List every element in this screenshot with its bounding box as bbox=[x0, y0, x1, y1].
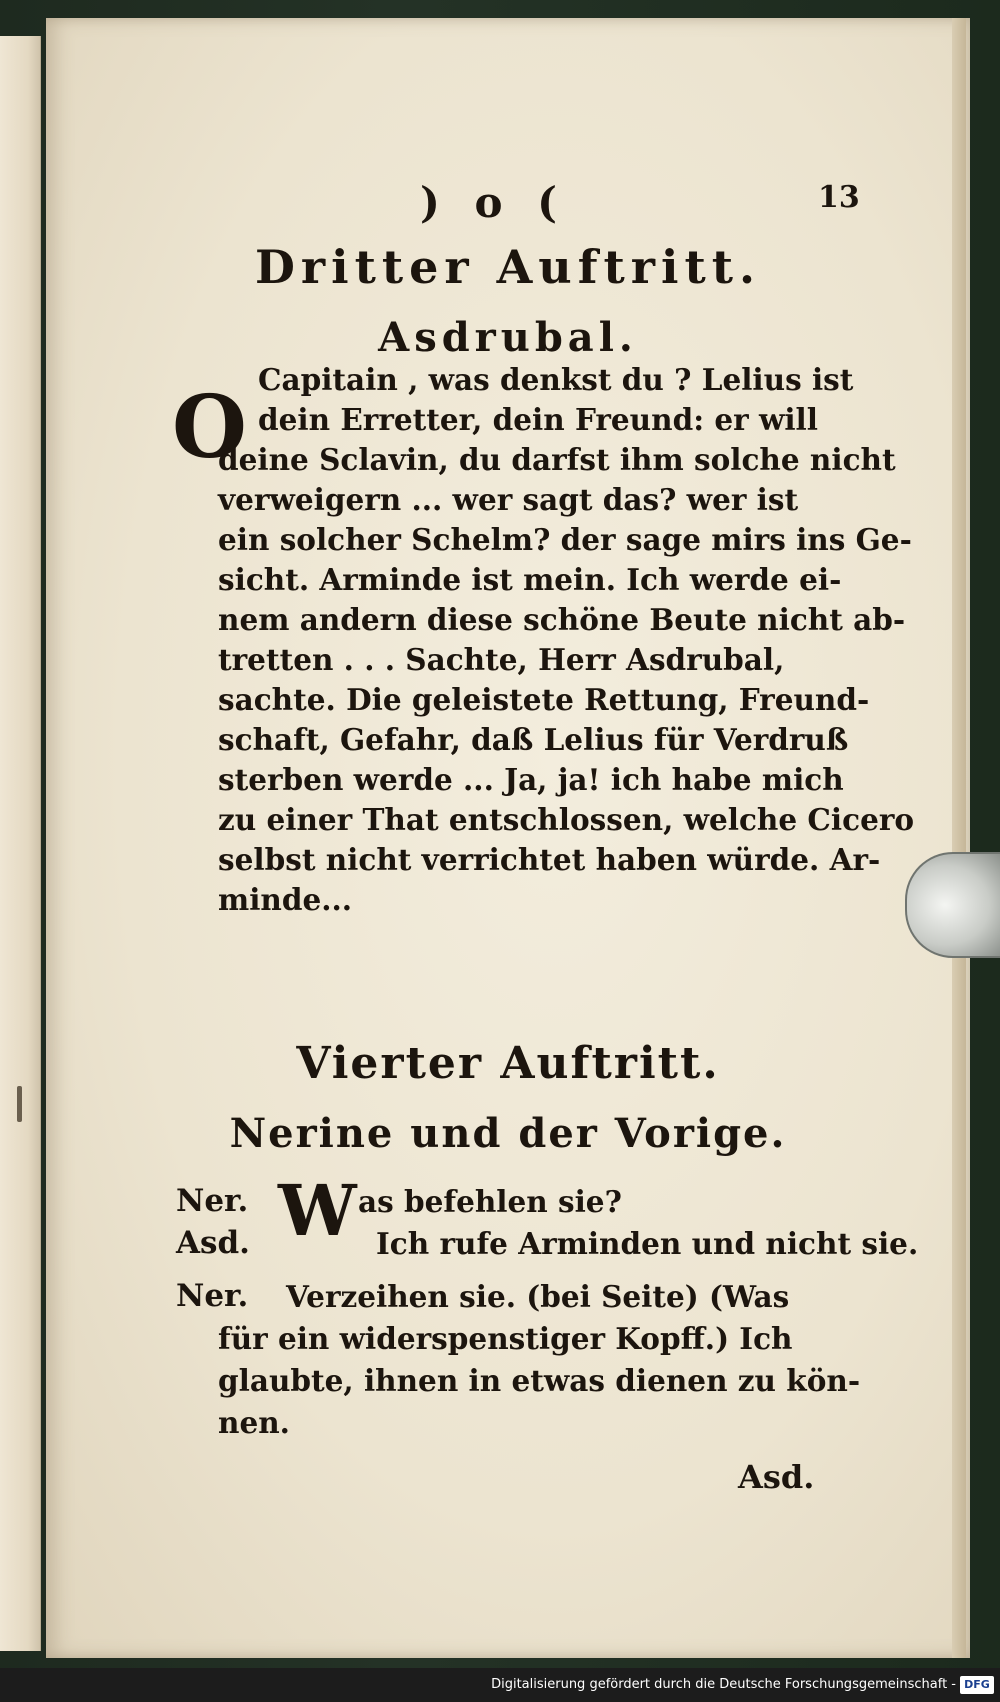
scene-title: Vierter Auftritt. bbox=[296, 1038, 720, 1089]
text-line: dein Erretter, dein Freund: er will bbox=[258, 402, 818, 437]
page-number: 13 bbox=[818, 180, 860, 215]
text-line: tretten . . . Sachte, Herr Asdrubal, bbox=[218, 642, 785, 677]
text-line: selbst nicht verrichtet haben würde. Ar- bbox=[218, 842, 881, 877]
drop-cap: O bbox=[172, 377, 247, 478]
speaker-heading: Asdrubal. bbox=[378, 314, 638, 361]
dfg-logo: DFG bbox=[960, 1676, 994, 1694]
text-line: verweigern ... wer sagt das? wer ist bbox=[218, 482, 799, 517]
text-line: zu einer That entschlossen, welche Cicero bbox=[218, 802, 915, 837]
text-line: sterben werde ... Ja, ja! ich habe mich bbox=[218, 762, 844, 797]
text-line: nem andern diese schöne Beute nicht ab- bbox=[218, 602, 906, 637]
footer-bar bbox=[0, 1668, 1000, 1702]
speaker-label: Asd. bbox=[176, 1225, 250, 1261]
dialogue-line: as befehlen sie? bbox=[358, 1184, 622, 1219]
scene-title: Dritter Auftritt. bbox=[254, 240, 761, 294]
text-line: minde... bbox=[218, 882, 353, 917]
catchword: Asd. bbox=[738, 1458, 815, 1496]
text-line: ein solcher Schelm? der sage mirs ins Ge- bbox=[218, 522, 912, 557]
text-line: sicht. Arminde ist mein. Ich werde ei- bbox=[218, 562, 842, 597]
dialogue-line: für ein widerspenstiger Kopff.) Ich bbox=[218, 1321, 793, 1356]
dialogue-line: glaubte, ihnen in etwas dienen zu kön- bbox=[218, 1363, 861, 1398]
funding-notice: Digitalisierung gefördert durch die Deutsche Forschungsgemeinschaft - bbox=[491, 1677, 956, 1692]
text-line: schaft, Gefahr, daß Lelius für Verdruß bbox=[218, 722, 849, 757]
speaker-label: Ner. bbox=[176, 1278, 249, 1314]
dialogue-line: nen. bbox=[218, 1405, 290, 1440]
drop-cap: W bbox=[278, 1169, 357, 1252]
characters-heading: Nerine und der Vorige. bbox=[229, 1110, 787, 1157]
text-line: deine Sclavin, du darfst ihm solche nicht bbox=[218, 442, 896, 477]
page-mark bbox=[17, 1086, 22, 1122]
facing-page-edge bbox=[0, 36, 41, 1651]
dialogue-line: Verzeihen sie. (bei Seite) (Was bbox=[286, 1279, 790, 1314]
text-line: sachte. Die geleistete Rettung, Freund- bbox=[218, 682, 870, 717]
speaker-label: Ner. bbox=[176, 1183, 249, 1219]
header-ornament: ) o ( bbox=[420, 178, 568, 227]
text-line: Capitain , was denkst du ? Lelius ist bbox=[258, 362, 854, 397]
dialogue-line: Ich rufe Arminden und nicht sie. bbox=[376, 1226, 919, 1261]
page-clip bbox=[905, 852, 1000, 958]
